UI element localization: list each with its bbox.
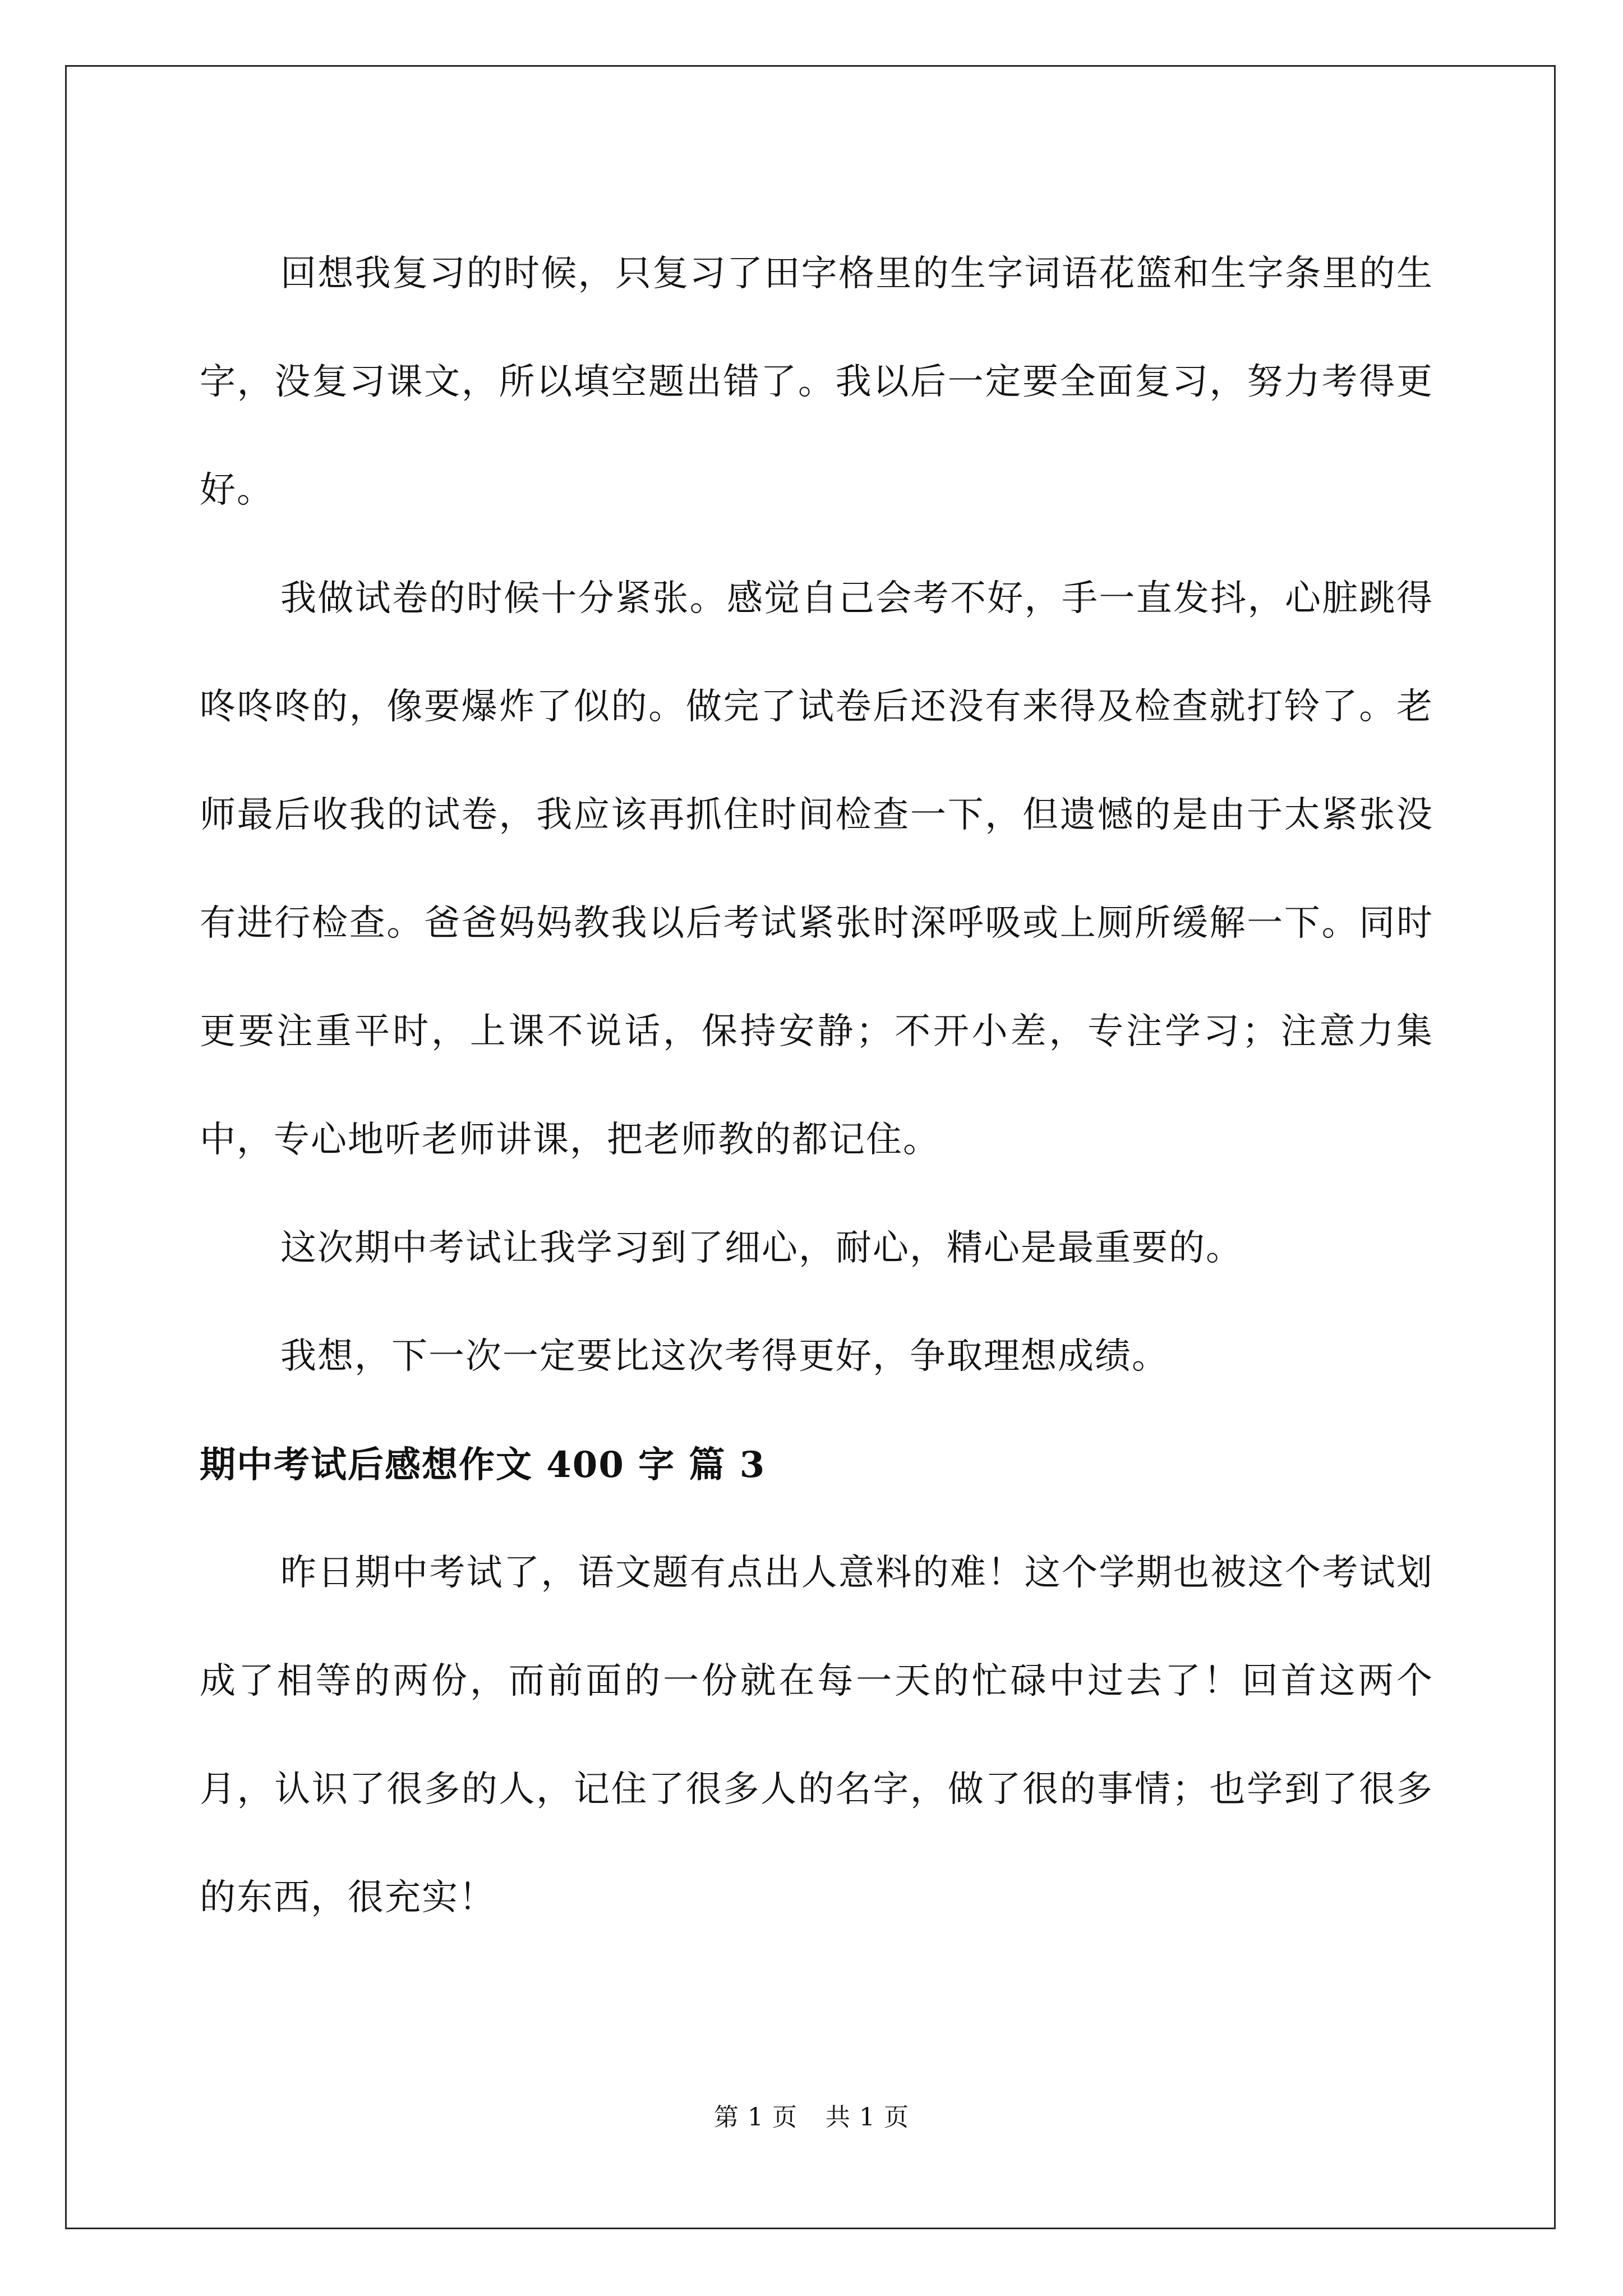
page-footer: [0, 2101, 1623, 2134]
paragraph-nervous: 我做试卷的时候十分紧张。感觉自己会考不好，手一直发抖，心脏跳得咚咚咚的，像要爆炸了似的。做完了试卷后还没有来得及检查就打铃了。老师最后收我的试卷，我应该再抓住时间检查一下，但遗憾的是由于太紧张没有进行检查。爸爸妈妈教我以后考试紧张时深呼吸或上厕所缓解一下。同时更要注重平时，上课不说话，保持安静；不开小差，专注学习；注意力集中，专心地听老师讲课，把老师教的都记住。: [200, 578, 1433, 1161]
paragraph-resolution: 我想，下一次一定要比这次考得更好，争取理想成绩。: [280, 1336, 1169, 1377]
document-body: [200, 220, 1433, 1952]
section-heading: 期中考试后感想作文 400 字 篇 3: [200, 1444, 766, 1486]
page-number: 第 1 页: [714, 2103, 797, 2132]
paragraph-review: 回想我复习的时候，只复习了田字格里的生字词语花篮和生字条里的生字，没复习课文，所以填空题出错了。我以后一定要全面复习，努力考得更好。: [200, 253, 1433, 511]
paragraph-lesson: 这次期中考试让我学习到了细心，耐心，精心是最重要的。: [280, 1227, 1243, 1269]
paragraph-section-3: 昨日期中考试了，语文题有点出人意料的难！这个学期也被这个考试划成了相等的两份，而前面的一份就在每一天的忙碌中过去了！回首这两个月，认识了很多的人，记住了很多人的名字，做了很的事情；也学到了很多的东西，很充实！: [200, 1552, 1433, 1918]
page-total: 共 1 页: [826, 2103, 909, 2132]
